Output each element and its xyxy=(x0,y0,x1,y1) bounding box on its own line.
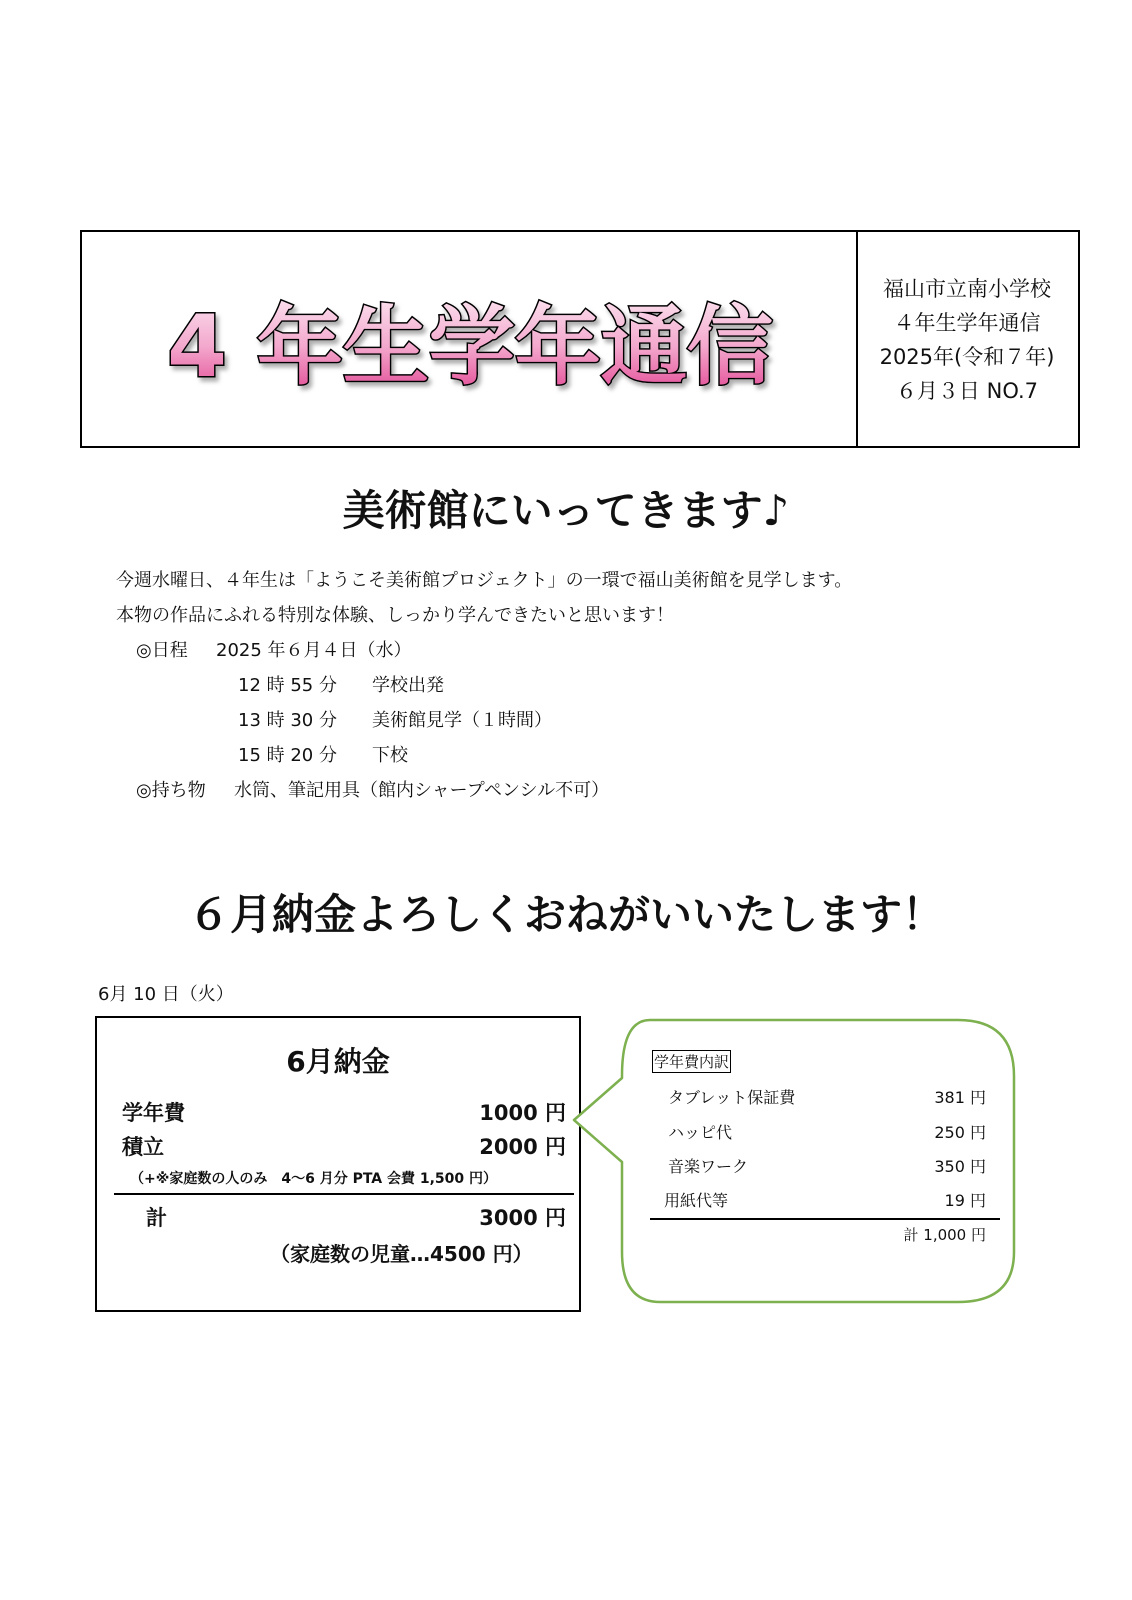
payment-row-amount: 2000 円 xyxy=(479,1135,566,1159)
header-info xyxy=(862,272,1072,408)
payment-date: 6月 10 日（火） xyxy=(98,984,234,1005)
breakdown-item-amount: 350 円 xyxy=(934,1157,986,1176)
newsletter-title: 4 年生学年通信 xyxy=(167,297,773,397)
museum-intro-line-1: 今週水曜日、４年生は「ようこそ美術館プロジェクト」の一環で福山美術館を見学します。 xyxy=(116,570,853,591)
newsletter-name: ４年生学年通信 xyxy=(893,311,1041,335)
museum-heading: 美術館にいってきます♪ xyxy=(342,486,790,535)
pta-fee-note: （+※家庭数の人のみ 4～6 月分 PTA 会費 1,500 円） xyxy=(130,1171,498,1187)
schedule-label: ◎日程 xyxy=(136,640,188,661)
museum-intro-line-2: 本物の作品にふれる特別な体験、しっかり学んできたいと思います！ xyxy=(116,605,674,626)
schedule-time: 15 時 20 分 xyxy=(238,745,337,766)
issue-number: ６月３日 NO.7 xyxy=(895,379,1039,403)
breakdown-item-name: ハッピ代 xyxy=(668,1123,733,1142)
breakdown-item-name: タブレット保証費 xyxy=(668,1088,796,1107)
issue-year: 2025年(令和７年) xyxy=(879,345,1055,369)
schedule-event: 美術館見学（１時間） xyxy=(372,710,552,731)
breakdown-item-name: 音楽ワーク xyxy=(668,1157,749,1176)
payment-row-label: 積立 xyxy=(122,1135,164,1159)
payment-total-amount: 3000 円 xyxy=(479,1206,566,1230)
payment-row-amount: 1000 円 xyxy=(479,1101,566,1125)
breakdown-total: 計 1,000 円 xyxy=(903,1226,986,1244)
schedule-time: 13 時 30 分 xyxy=(238,710,337,731)
breakdown-item-amount: 381 円 xyxy=(934,1088,986,1107)
schedule-event: 下校 xyxy=(372,745,408,766)
schedule-time: 12 時 55 分 xyxy=(238,675,337,696)
payment-heading: ６月納金よろしくおねがいいたします！ xyxy=(187,890,944,939)
breakdown-item-amount: 19 円 xyxy=(944,1191,986,1210)
breakdown-item-amount: 250 円 xyxy=(934,1123,986,1142)
items-value: 水筒、筆記用具（館内シャープペンシル不可） xyxy=(234,780,610,801)
payment-row-label: 学年費 xyxy=(122,1101,185,1125)
breakdown-item-name: 用紙代等 xyxy=(664,1191,729,1210)
payment-box-title: 6月納金 xyxy=(286,1045,390,1078)
breakdown-divider xyxy=(650,1218,1000,1220)
items-label: ◎持ち物 xyxy=(136,780,206,801)
header-divider xyxy=(856,230,858,448)
breakdown-heading: 学年費内訳 xyxy=(652,1050,731,1073)
schedule-date: 2025 年６月４日（水） xyxy=(216,640,412,661)
newsletter-title-wordart xyxy=(140,288,800,400)
payment-total-label: 計 xyxy=(146,1206,167,1230)
family-total-note: （家庭数の児童…4500 円） xyxy=(270,1242,533,1266)
school-name: 福山市立南小学校 xyxy=(883,277,1051,301)
payment-divider xyxy=(114,1193,574,1195)
schedule-event: 学校出発 xyxy=(372,675,444,696)
